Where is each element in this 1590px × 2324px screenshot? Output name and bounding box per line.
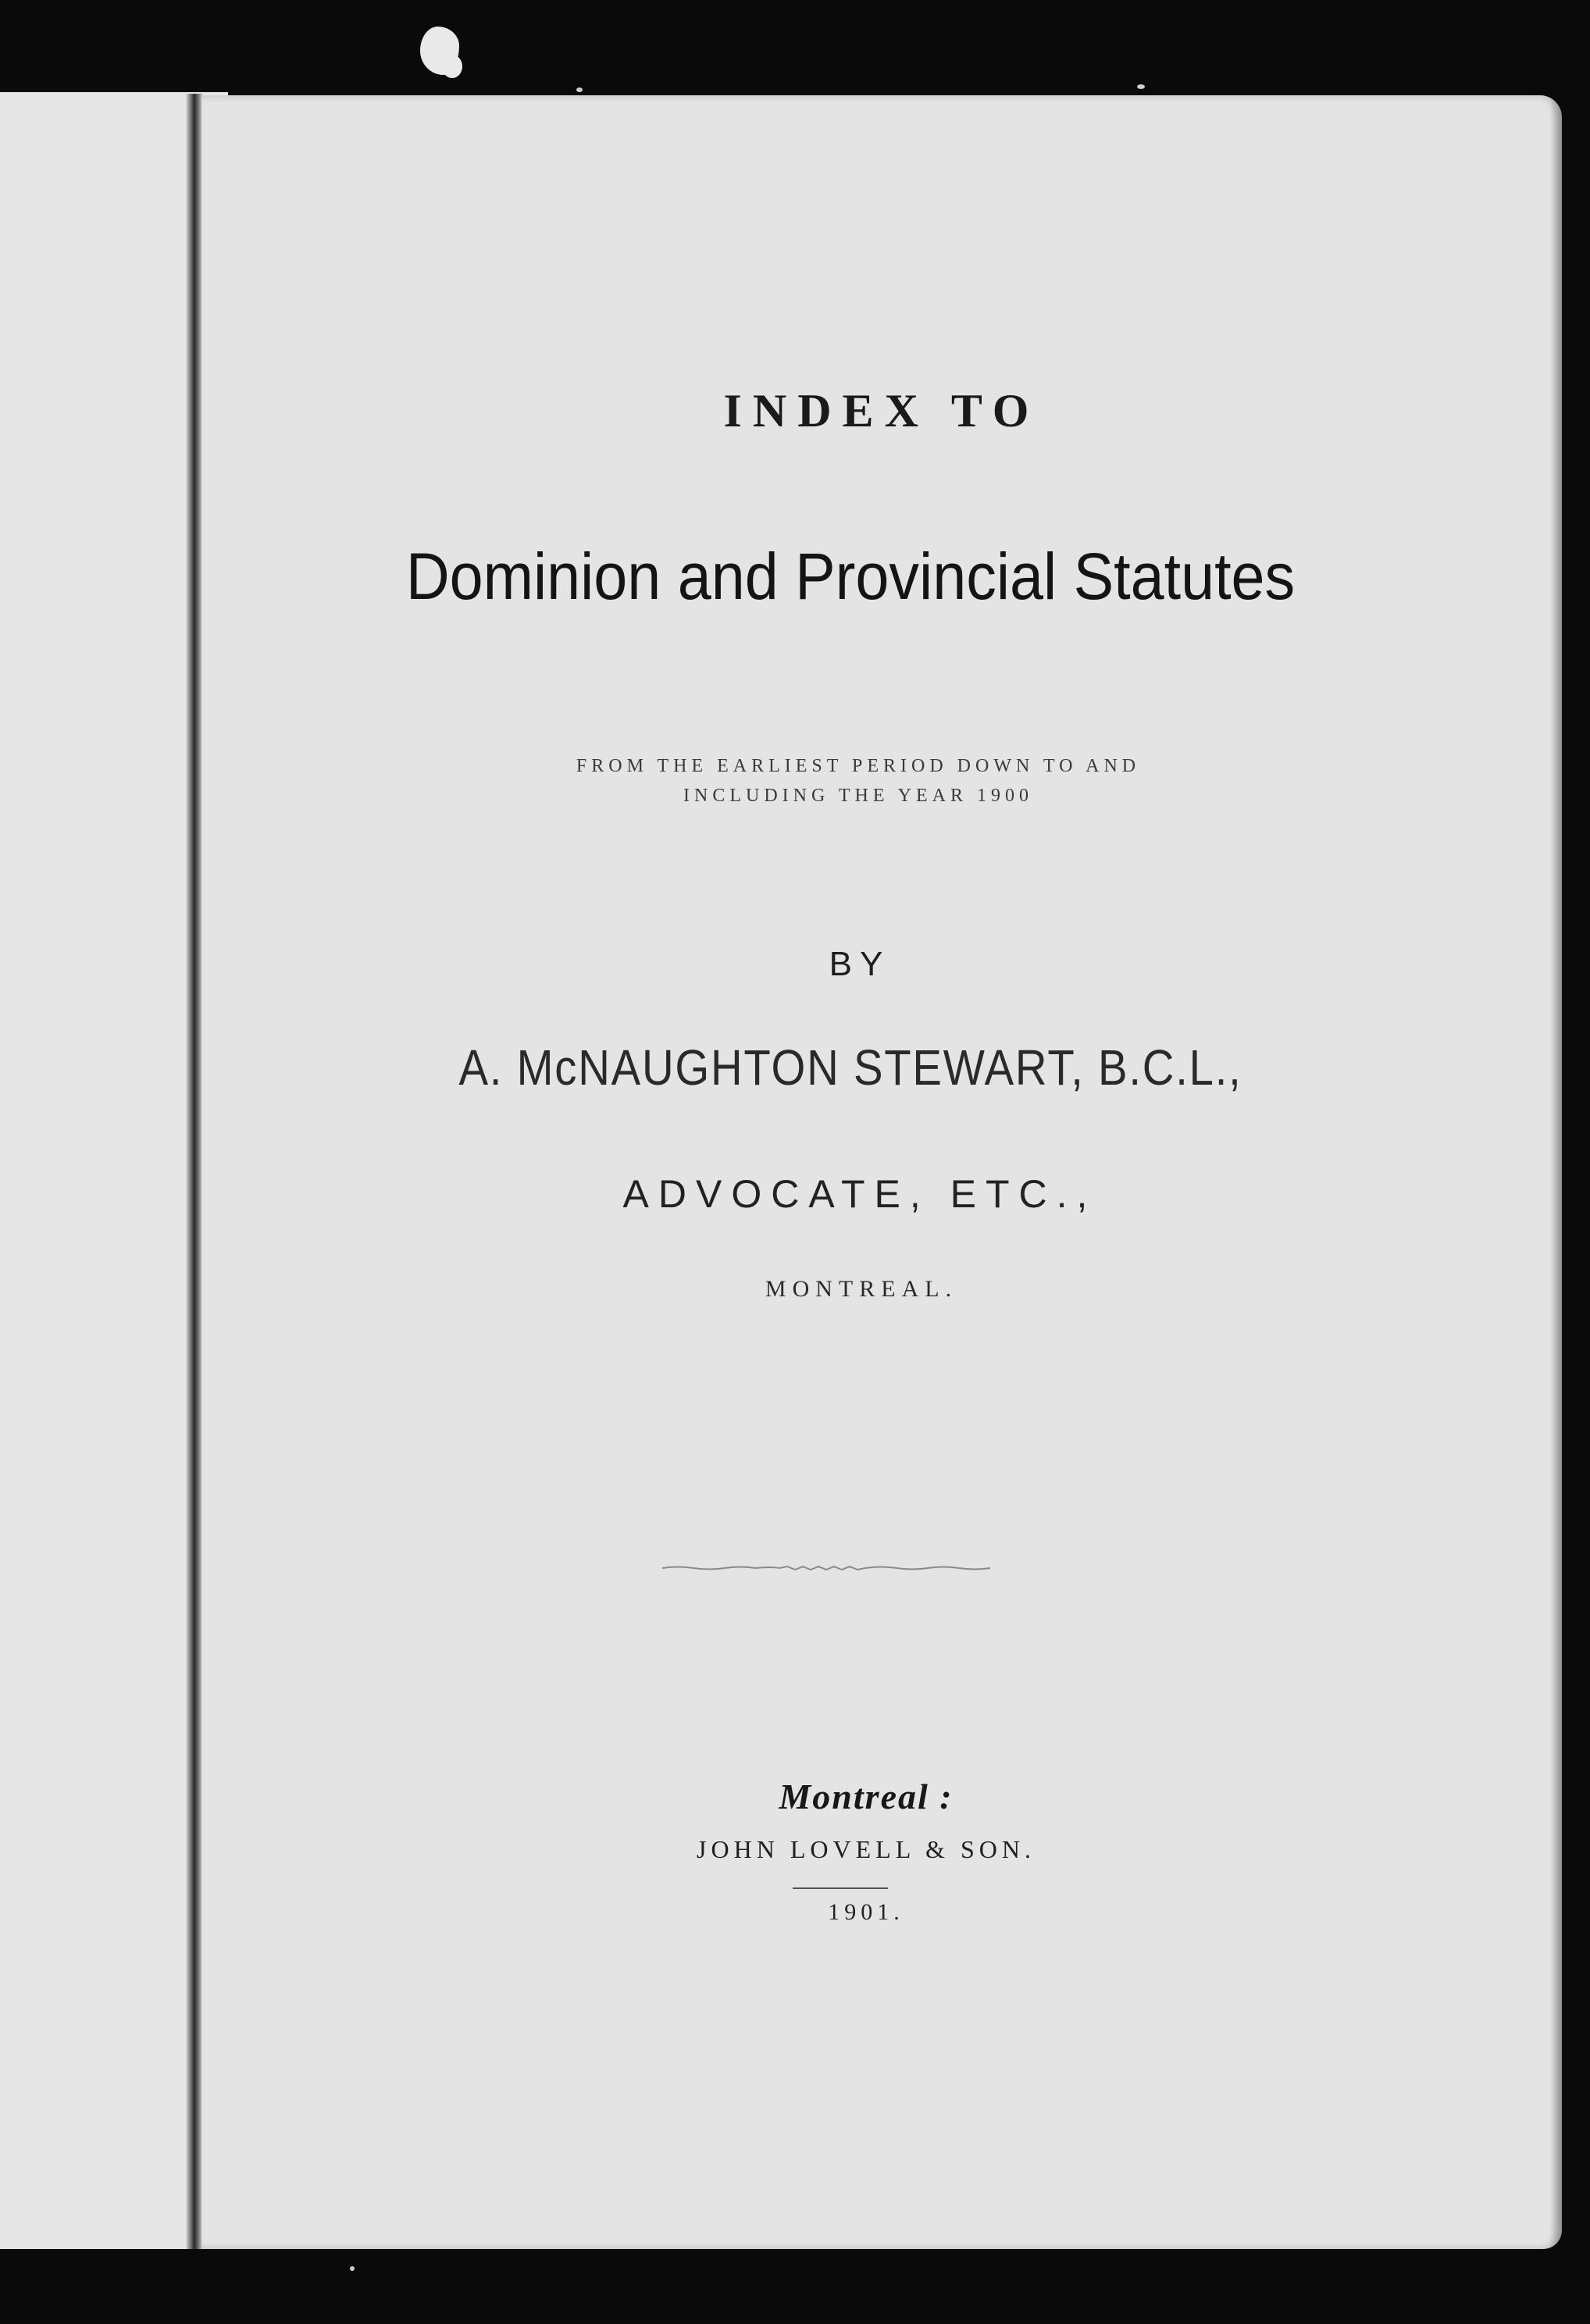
publisher-rule [793,1887,888,1889]
publisher: JOHN LOVELL & SON. [697,1835,1036,1863]
author-city: MONTREAL. [765,1276,958,1302]
heading: INDEX TO [723,385,1040,437]
subtitle-line-1: FROM THE EARLIEST PERIOD DOWN TO AND [576,756,1141,776]
dust-speck [350,2266,355,2271]
subtitle-line-2: INCLUDING THE YEAR 1900 [683,786,1033,806]
dust-speck [1137,84,1145,89]
title-page [201,95,1562,2249]
dust-speck [576,87,583,92]
author-name: A. McNAUGHTON STEWART, B.C.L., [458,1039,1242,1096]
by-label: BY [829,945,891,983]
ornamental-rule [662,1562,990,1574]
publication-city: Montreal : [779,1777,954,1816]
author-title: ADVOCATE, ETC., [622,1172,1097,1216]
book-title: Dominion and Provincial Statutes [405,540,1296,613]
dust-speck [442,55,462,78]
publication-year: 1901. [828,1899,904,1925]
